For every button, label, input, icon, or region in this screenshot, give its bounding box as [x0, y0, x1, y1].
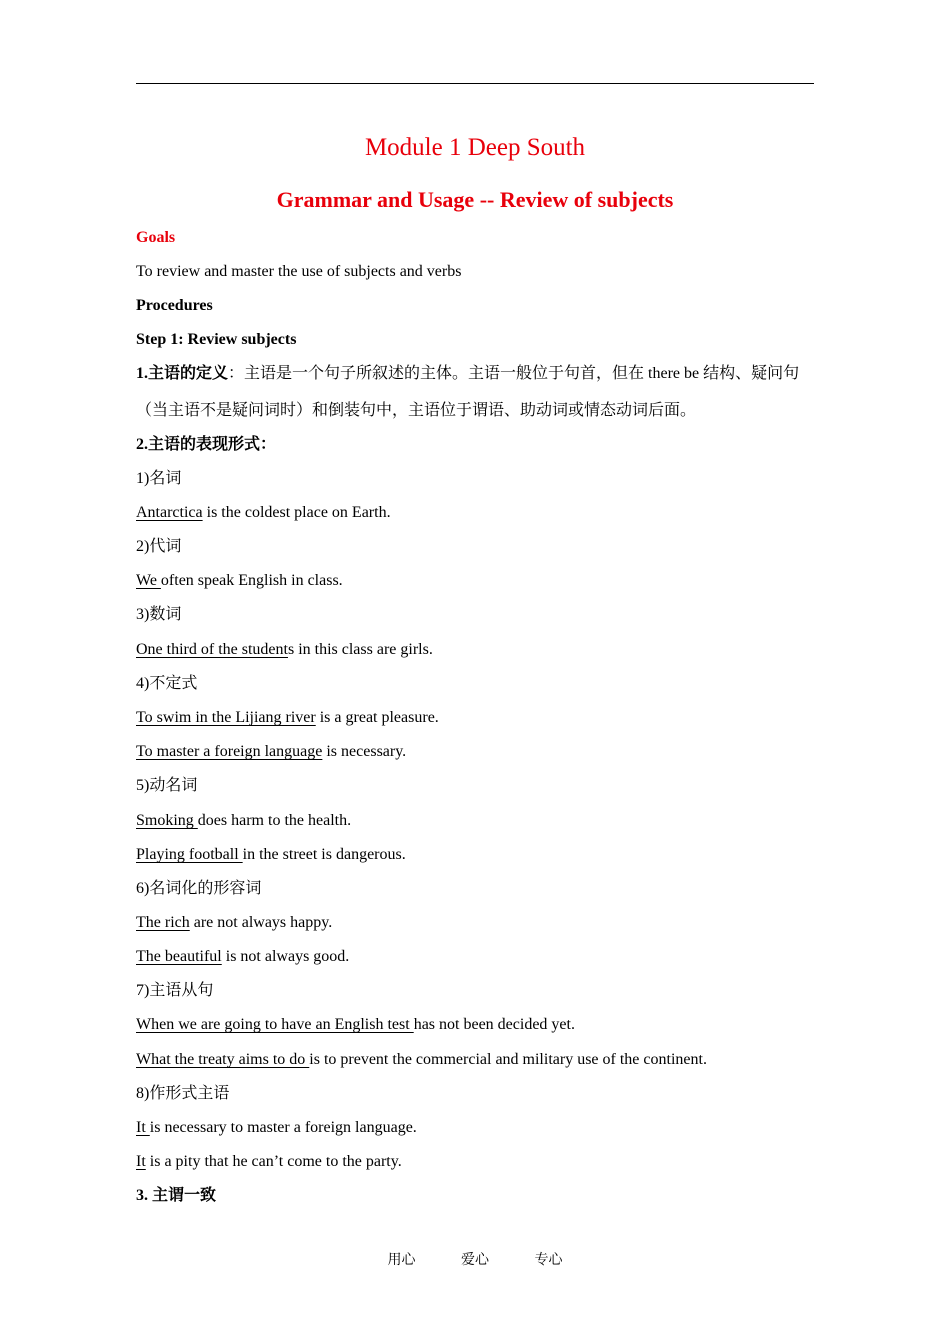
underlined-subject: We — [136, 572, 161, 589]
form-2-example — [136, 571, 343, 591]
form-7-example-2 — [136, 1050, 707, 1070]
underlined-subject: The rich — [136, 914, 190, 931]
footer-word: 爱心 — [461, 1253, 489, 1268]
form-8-label: 8)作形式主语 — [136, 1085, 230, 1102]
example-rest: is not always good. — [221, 948, 350, 965]
form-2-label: 2)代词 — [136, 538, 182, 555]
definition-line — [136, 364, 799, 384]
procedures-heading: Procedures — [136, 297, 213, 314]
form-4-label: 4)不定式 — [136, 675, 198, 692]
form-3-example — [136, 640, 433, 660]
goals-heading: Goals — [136, 229, 176, 246]
definition-line-2: （当主语不是疑问词时）和倒装句中，主语位于谓语、助动词或情态动词后面。 — [136, 402, 697, 419]
underlined-subject: When we are going to have an English test — [136, 1016, 414, 1033]
underlined-subject: To swim in the Lijiang river — [136, 709, 316, 726]
example-rest: is the coldest place on Earth. — [202, 504, 391, 521]
example-rest: does harm to the health. — [197, 812, 352, 829]
form-7-example-1 — [136, 1015, 575, 1035]
example-rest: is to prevent the commercial and military use of the continent. — [309, 1051, 707, 1068]
form-4-example-1 — [136, 708, 439, 728]
forms-heading: 2.主语的表现形式： — [136, 436, 277, 453]
footer-word: 专心 — [534, 1253, 563, 1268]
underlined-subject: Playing football — [136, 846, 243, 863]
underlined-subject: To master a foreign language — [136, 743, 323, 760]
example-rest: is necessary to master a foreign language. — [149, 1119, 417, 1136]
page-subtitle: Grammar and Usage -- Review of subjects — [276, 187, 674, 212]
form-6-example-2 — [136, 947, 349, 967]
example-rest: is necessary. — [322, 743, 407, 760]
example-rest: has not been decided yet. — [413, 1016, 575, 1033]
example-rest: in the street is dangerous. — [242, 846, 406, 863]
example-rest: is a pity that he can’t come to the party. — [145, 1153, 402, 1170]
form-5-example-1 — [136, 811, 351, 831]
definition-text: 主语是一个句子所叙述的主体。主语一般位于句首，但在 there be 结构、疑问句 — [244, 365, 800, 382]
underlined-subject: What the treaty aims to do — [136, 1051, 310, 1068]
definition-colon: ： — [228, 365, 245, 382]
header-rule — [136, 83, 814, 84]
page-title: Module 1 Deep South — [364, 134, 586, 161]
form-3-label: 3)数词 — [136, 606, 182, 623]
agreement-heading: 3. 主谓一致 — [136, 1187, 217, 1204]
example-rest: is a great pleasure. — [315, 709, 439, 726]
form-4-example-2 — [136, 742, 406, 762]
step1-heading: Step 1: Review subjects — [136, 331, 297, 348]
form-6-label: 6)名词化的形容词 — [136, 880, 262, 897]
underlined-subject: One third of the student — [136, 641, 288, 658]
underlined-subject: Smoking — [136, 812, 198, 829]
underlined-subject: Antarctica — [136, 504, 203, 521]
footer-word: 用心 — [387, 1253, 416, 1268]
form-8-example-2 — [136, 1152, 402, 1172]
example-rest: are not always happy. — [189, 914, 333, 931]
page-footer — [0, 1249, 950, 1269]
underlined-subject: The beautiful — [136, 948, 222, 965]
underlined-subject: It — [136, 1119, 150, 1136]
goals-text: To review and master the use of subjects and verbs — [136, 263, 462, 280]
form-5-label: 5)动名词 — [136, 777, 198, 794]
form-7-label: 7)主语从句 — [136, 982, 214, 999]
form-1-example — [136, 503, 391, 523]
form-8-example-1 — [136, 1118, 417, 1138]
underlined-subject: It — [136, 1153, 146, 1170]
example-rest: often speak English in class. — [160, 572, 343, 589]
definition-label: 1.主语的定义 — [136, 365, 229, 382]
form-5-example-2 — [136, 845, 406, 865]
example-rest: s in this class are girls. — [287, 641, 433, 658]
form-6-example-1 — [136, 913, 332, 933]
form-1-label: 1)名词 — [136, 470, 182, 487]
